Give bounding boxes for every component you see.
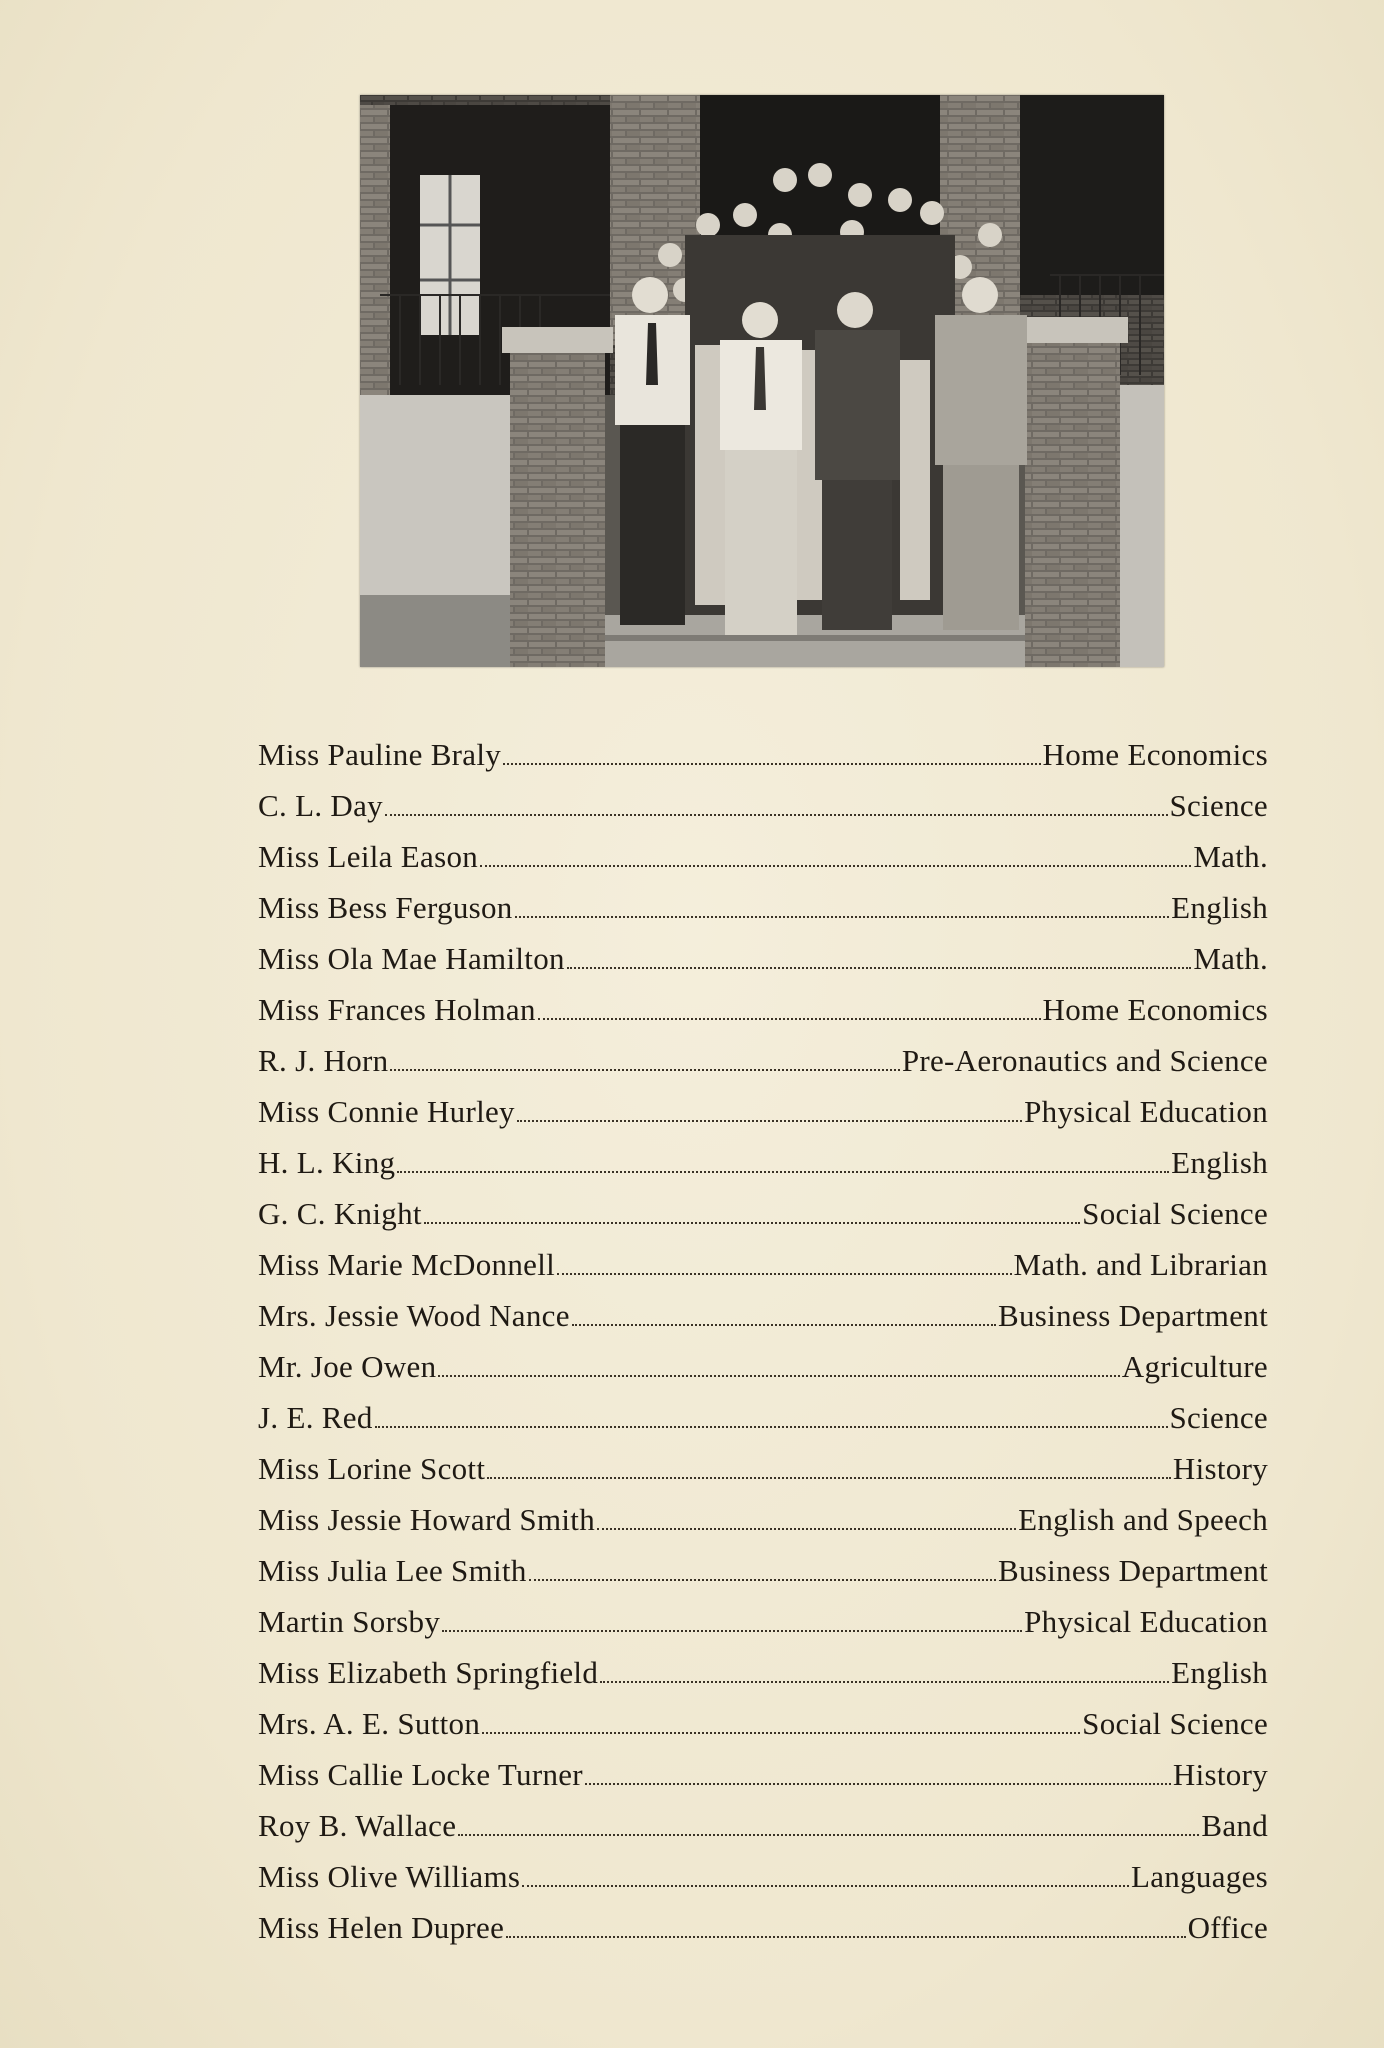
faculty-row [258, 1691, 1268, 1742]
faculty-department: Science [1169, 1400, 1268, 1435]
dotted-leader [597, 1528, 1016, 1530]
faculty-group-photo [360, 95, 1164, 667]
faculty-row [258, 1130, 1268, 1181]
dotted-leader [600, 1681, 1169, 1683]
faculty-row [258, 1028, 1268, 1079]
dotted-leader [585, 1783, 1171, 1785]
faculty-name: Miss Bess Ferguson [258, 890, 513, 925]
faculty-department: Pre-Aeronautics and Science [901, 1043, 1268, 1078]
faculty-row [258, 1079, 1268, 1130]
dotted-leader [375, 1426, 1168, 1428]
faculty-department: English [1171, 890, 1268, 925]
faculty-name: H. L. King [258, 1145, 396, 1180]
faculty-row [258, 1640, 1268, 1691]
faculty-row [258, 1793, 1268, 1844]
faculty-name: Miss Julia Lee Smith [258, 1553, 527, 1588]
faculty-department: English [1171, 1145, 1268, 1180]
faculty-department: Science [1169, 788, 1268, 823]
dotted-leader [567, 967, 1192, 969]
faculty-department: Office [1187, 1910, 1268, 1945]
dotted-leader [442, 1630, 1022, 1632]
dotted-leader [480, 865, 1191, 867]
faculty-name: R. J. Horn [258, 1043, 389, 1078]
dotted-leader [515, 916, 1170, 918]
faculty-name: Miss Lorine Scott [258, 1451, 486, 1486]
faculty-name: Roy B. Wallace [258, 1808, 457, 1843]
dotted-leader [385, 814, 1168, 816]
faculty-row [258, 1334, 1268, 1385]
faculty-department: Physical Education [1024, 1604, 1268, 1639]
faculty-row [258, 1436, 1268, 1487]
faculty-department: History [1172, 1451, 1268, 1486]
faculty-name: Miss Callie Locke Turner [258, 1757, 583, 1792]
dotted-leader [503, 763, 1040, 765]
faculty-department: Math. [1193, 941, 1268, 976]
faculty-row [258, 1538, 1268, 1589]
faculty-row [258, 1742, 1268, 1793]
faculty-department: Home Economics [1042, 737, 1268, 772]
faculty-row [258, 1232, 1268, 1283]
faculty-department: Social Science [1082, 1706, 1268, 1741]
dotted-leader [424, 1222, 1080, 1224]
faculty-list [258, 722, 1268, 1946]
faculty-name: C. L. Day [258, 788, 383, 823]
faculty-row [258, 1487, 1268, 1538]
faculty-name: Miss Connie Hurley [258, 1094, 515, 1129]
faculty-row [258, 977, 1268, 1028]
faculty-row [258, 1589, 1268, 1640]
dotted-leader [506, 1936, 1185, 1938]
dotted-leader [517, 1120, 1022, 1122]
dotted-leader [482, 1732, 1080, 1734]
dotted-leader [390, 1069, 899, 1071]
faculty-name: J. E. Red [258, 1400, 373, 1435]
faculty-department: Math. [1193, 839, 1268, 874]
faculty-row [258, 722, 1268, 773]
faculty-name: G. C. Knight [258, 1196, 422, 1231]
faculty-name: Mrs. A. E. Sutton [258, 1706, 481, 1741]
faculty-name: Miss Elizabeth Springfield [258, 1655, 599, 1690]
faculty-department: Home Economics [1042, 992, 1268, 1027]
faculty-name: Miss Ola Mae Hamilton [258, 941, 565, 976]
faculty-row [258, 824, 1268, 875]
faculty-name: Martin Sorsby [258, 1604, 441, 1639]
dotted-leader [487, 1477, 1171, 1479]
faculty-department: Agriculture [1121, 1349, 1268, 1384]
faculty-name: Miss Jessie Howard Smith [258, 1502, 596, 1537]
faculty-name: Mr. Joe Owen [258, 1349, 437, 1384]
faculty-department: History [1172, 1757, 1268, 1792]
dotted-leader [458, 1834, 1199, 1836]
dotted-leader [529, 1579, 996, 1581]
faculty-row [258, 1181, 1268, 1232]
faculty-department: Business Department [997, 1553, 1268, 1588]
faculty-department: Band [1201, 1808, 1268, 1843]
faculty-row [258, 773, 1268, 824]
faculty-row [258, 1385, 1268, 1436]
faculty-row [258, 875, 1268, 926]
dotted-leader [397, 1171, 1169, 1173]
dotted-leader [572, 1324, 996, 1326]
faculty-department: Math. and Librarian [1013, 1247, 1268, 1282]
faculty-name: Miss Pauline Braly [258, 737, 502, 772]
faculty-row [258, 1895, 1268, 1946]
faculty-name: Miss Marie McDonnell [258, 1247, 556, 1282]
faculty-row [258, 926, 1268, 977]
faculty-department: English [1171, 1655, 1268, 1690]
faculty-row [258, 1283, 1268, 1334]
faculty-name: Miss Helen Dupree [258, 1910, 505, 1945]
faculty-row [258, 1844, 1268, 1895]
dotted-leader [538, 1018, 1041, 1020]
faculty-department: Languages [1131, 1859, 1268, 1894]
dotted-leader [522, 1885, 1129, 1887]
faculty-name: Miss Olive Williams [258, 1859, 521, 1894]
faculty-department: English and Speech [1018, 1502, 1268, 1537]
faculty-department: Physical Education [1024, 1094, 1268, 1129]
dotted-leader [438, 1375, 1119, 1377]
dotted-leader [557, 1273, 1011, 1275]
faculty-department: Business Department [997, 1298, 1268, 1333]
faculty-name: Miss Leila Eason [258, 839, 479, 874]
faculty-department: Social Science [1082, 1196, 1268, 1231]
faculty-name: Mrs. Jessie Wood Nance [258, 1298, 570, 1333]
faculty-name: Miss Frances Holman [258, 992, 536, 1027]
